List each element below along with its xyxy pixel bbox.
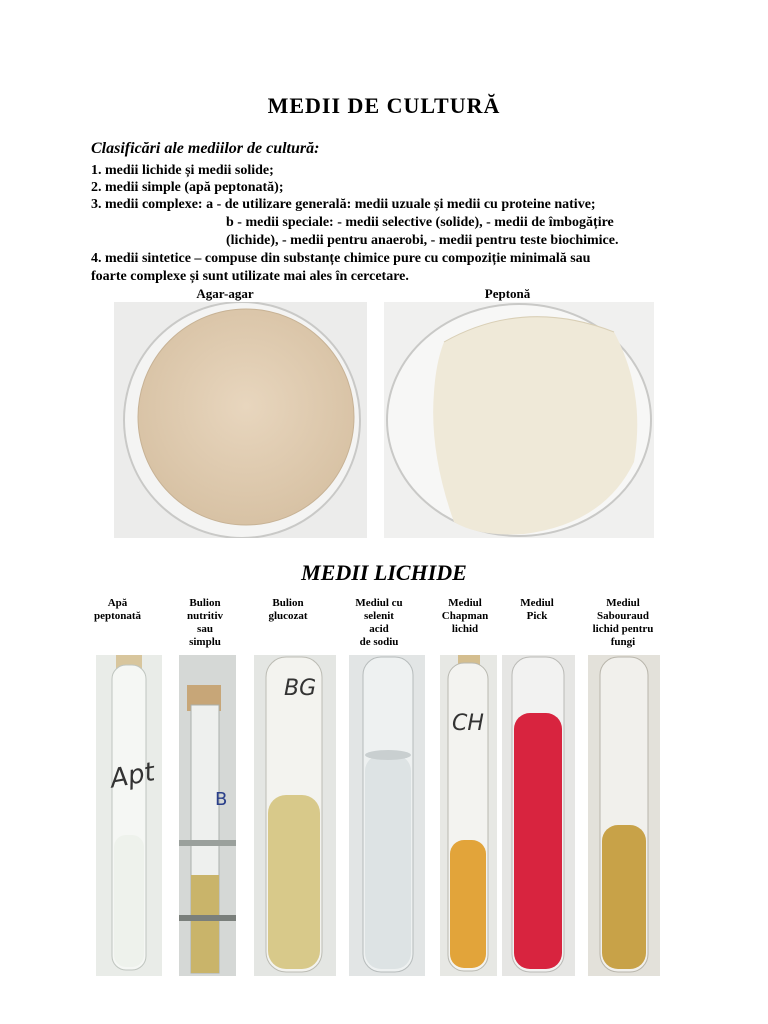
agar-dish-photo bbox=[114, 302, 367, 538]
tube-photo-5 bbox=[440, 655, 497, 976]
page-title: MEDII DE CULTURĂ bbox=[267, 93, 501, 118]
tube-liquid bbox=[450, 840, 486, 968]
classification-line-4b: foarte complexe și sunt utilizate mai ales în cercetare. bbox=[91, 269, 409, 284]
classification-line-3a: 3. medii complexe: a - de utilizare generală: medii uzuale și medii cu proteine native; bbox=[91, 197, 596, 212]
tube-label-3: Bulion glucozat bbox=[268, 597, 308, 622]
agar-label: Agar-agar bbox=[196, 286, 254, 301]
tube-label-5: Mediul Chapman lichid bbox=[441, 597, 489, 635]
classification-line-3c: (lichide), - medii pentru anaerobi, - medii pentru teste biochimice. bbox=[226, 233, 619, 248]
tube-marking: BG bbox=[284, 676, 317, 701]
peptone-dish-photo bbox=[384, 302, 654, 538]
classification-line-2: 2. medii simple (apă peptonată); bbox=[91, 180, 284, 195]
tube-liquid bbox=[268, 795, 320, 969]
tube-photo-1 bbox=[96, 655, 162, 976]
classification-line-1: 1. medii lichide și medii solide; bbox=[91, 163, 274, 178]
tube-label-6: Mediul Pick bbox=[520, 597, 554, 622]
tube-photo-6 bbox=[502, 655, 575, 976]
tube-liquid bbox=[602, 825, 646, 969]
tube-liquid bbox=[514, 713, 562, 969]
tube-liquid bbox=[365, 755, 411, 969]
tube-liquid bbox=[114, 835, 144, 967]
tube-marking: B bbox=[215, 789, 228, 810]
tube-liquid bbox=[191, 875, 219, 973]
peptone-label: Peptonă bbox=[484, 286, 531, 301]
tube-marking: Apt bbox=[107, 757, 158, 795]
classification-line-4a: 4. medii sintetice – compuse din substanțe chimice pure cu compoziție minimală sau bbox=[91, 251, 591, 266]
tube-photo-7 bbox=[588, 655, 660, 976]
tube-marking: CH bbox=[452, 711, 484, 736]
tube-label-2: Bulion nutritiv sau simplu bbox=[186, 597, 224, 648]
tube-photo-2 bbox=[179, 655, 236, 976]
tube-label-7: Mediul Sabouraud lichid pentru fungi bbox=[592, 597, 654, 648]
tube-label-4: Mediul cu selenit acid de sodiu bbox=[355, 597, 403, 648]
classification-line-3b: b - medii speciale: - medii selective (solide), - medii de îmbogățire bbox=[226, 215, 614, 230]
classification-heading: Clasificări ale mediilor de cultură: bbox=[91, 140, 320, 157]
tube-label-1: Apă peptonată bbox=[93, 597, 142, 622]
liquid-media-heading: MEDII LICHIDE bbox=[301, 560, 467, 585]
tube-photo-3 bbox=[254, 655, 336, 976]
tube-photo-4 bbox=[349, 655, 425, 976]
